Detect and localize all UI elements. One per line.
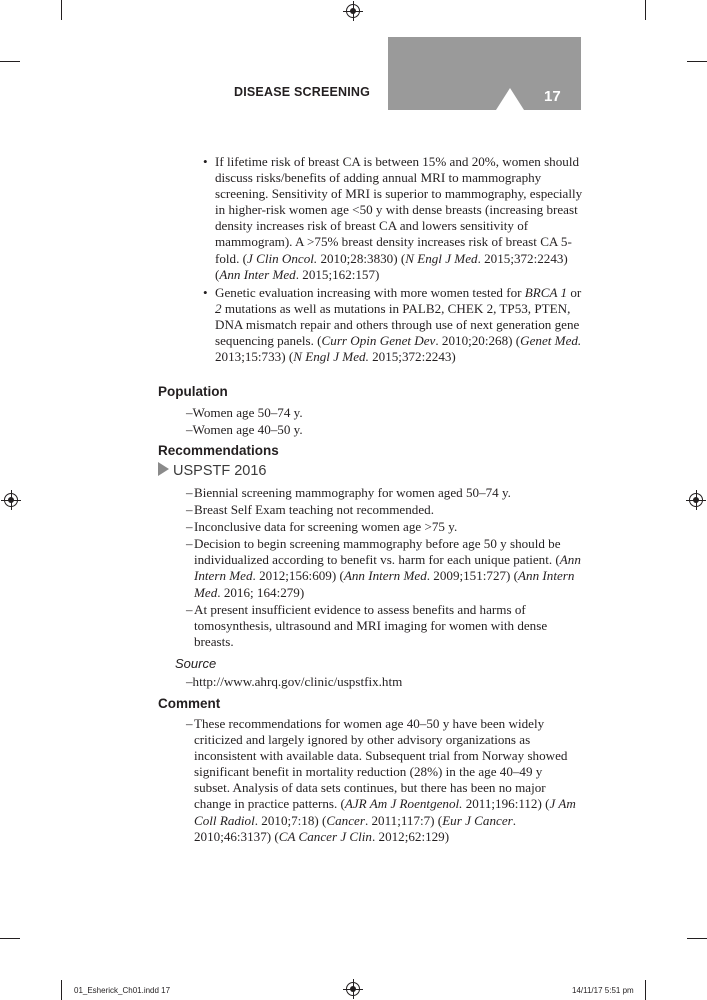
recommendation-item bbox=[186, 502, 581, 518]
registration-mark-icon bbox=[689, 493, 703, 507]
dash-marker: – bbox=[186, 502, 193, 518]
bullet-text: mutations as well as mutations in PALB2, CHEK 2, TP53, PTEN, DNA mismatch repair and others through use of next generation gene sequencing panels. ( bbox=[215, 300, 580, 349]
registration-mark-icon bbox=[346, 982, 360, 996]
citation-text: 2013;15:733) ( bbox=[215, 349, 294, 365]
source-label: Source bbox=[175, 656, 217, 671]
bullet-text: Genetic evaluation increasing with more women tested for bbox=[215, 284, 525, 300]
registration-mark-icon bbox=[4, 493, 18, 507]
citation-journal: Ann Intern Med bbox=[343, 568, 427, 584]
citation-journal: Ann Intern Med bbox=[194, 552, 581, 584]
comment-body bbox=[186, 716, 581, 846]
citation-text: . 2016; 164:279) bbox=[217, 584, 305, 600]
recommendation-item bbox=[186, 485, 581, 501]
organization-name: USPSTF 2016 bbox=[173, 463, 267, 479]
citation-text: . 2010;46:3137) ( bbox=[194, 812, 517, 844]
comment-text: These recommendations for women age 40–50 y have been widely criticized and largely ignored by other advisory organizations as inconsistent with available data. Subsequent trial from Norway showed significant benefit in mortality reduction (28%) in the age 40–49 y subset. Analysis of data sets continues, but there has been no major change in practice patterns. ( bbox=[194, 716, 568, 812]
comment-heading: Comment bbox=[158, 696, 221, 711]
crop-mark bbox=[687, 938, 707, 939]
recommendations-heading: Recommendations bbox=[158, 443, 279, 458]
recommendation-item bbox=[186, 536, 581, 600]
citation-journal: J Am Coll Radiol bbox=[194, 796, 576, 828]
crop-mark bbox=[61, 980, 62, 1000]
bullet-icon: • bbox=[203, 154, 208, 169]
citation-journal: Ann Intern Med bbox=[194, 568, 575, 600]
population-heading: Population bbox=[158, 384, 228, 399]
citation-text: . 2012;156:609) ( bbox=[252, 568, 344, 584]
citation-journal: AJR Am J Roentgenol. bbox=[344, 796, 463, 812]
dash-marker: – bbox=[186, 716, 193, 731]
crop-mark bbox=[645, 980, 646, 1000]
recommendation-item bbox=[186, 519, 581, 535]
footer-file-slug: 01_Esherick_Ch01.indd 17 bbox=[74, 986, 171, 995]
citation-text: 2010;28:3830) ( bbox=[317, 250, 406, 266]
citation-text: 2015;372:2243) bbox=[368, 349, 456, 365]
citation-text: . 2012;62:129) bbox=[371, 828, 450, 844]
crop-mark bbox=[687, 61, 707, 62]
bullet-text: If lifetime risk of breast CA is between 15% and 20%, women should discuss risks/benefits of adding annual MRI to mammography screening. Sensitivity of MRI is superior to mammography, especially in higher-risk women age <50 y with dense breasts (increasing breast density increases risk of breast CA and lowers sensitivity of mammogram). A >75% breast density increases risk of breast CA 5-fold. ( bbox=[215, 154, 583, 266]
citation-text: . 2010;7:18) ( bbox=[254, 812, 327, 828]
recommendation-list bbox=[186, 485, 581, 651]
crop-mark bbox=[645, 0, 646, 20]
recommendation-item bbox=[186, 602, 581, 650]
bullet-item bbox=[203, 285, 588, 365]
page-number: 17 bbox=[544, 88, 561, 105]
citation-journal: J Clin Oncol. bbox=[247, 250, 318, 266]
bullet-item bbox=[203, 154, 588, 283]
organization-label bbox=[158, 462, 267, 479]
citation-journal: Curr Opin Genet Dev bbox=[321, 333, 436, 349]
recommendation-text: Decision to begin screening mammography before age 50 y should be individualized according to benefit vs. harm for each unique patient. ( bbox=[194, 536, 561, 568]
recommendation-text: Biennial screening mammography for women aged 50–74 y. bbox=[194, 485, 511, 500]
running-head: DISEASE SCREENING bbox=[234, 85, 371, 99]
citation-text: . 2010;20:268) ( bbox=[435, 333, 521, 349]
citation-journal: CA Cancer J Clin bbox=[278, 828, 372, 844]
crop-mark bbox=[61, 0, 62, 20]
citation-text: . 2009;151:727) ( bbox=[426, 568, 519, 584]
gene-name: 2 bbox=[215, 300, 222, 316]
footer-date-slug: 14/11/17 5:51 pm bbox=[572, 986, 634, 995]
dash-marker: – bbox=[186, 485, 193, 500]
citation-journal: Cancer bbox=[326, 812, 365, 828]
dash-marker: – bbox=[186, 536, 193, 552]
citation-text: 2011;196:112) ( bbox=[462, 796, 550, 812]
recommendation-text: Breast Self Exam teaching not recommended. bbox=[194, 502, 434, 518]
bullet-list bbox=[203, 154, 588, 367]
comment-paragraph bbox=[186, 716, 581, 845]
gene-name: BRCA 1 bbox=[524, 284, 568, 300]
triangle-marker-icon bbox=[158, 462, 169, 476]
population-item: –Women age 50–74 y. bbox=[186, 405, 303, 420]
citation-text: . 2015;162:157) bbox=[295, 266, 380, 282]
dash-marker: – bbox=[186, 601, 193, 617]
dash-marker: – bbox=[186, 519, 193, 535]
source-link[interactable]: –http://www.ahrq.gov/clinic/uspstfix.htm bbox=[186, 674, 403, 689]
citation-journal: N Engl J Med bbox=[405, 250, 478, 266]
bullet-text: or bbox=[567, 284, 582, 300]
citation-journal: Ann Inter Med bbox=[219, 266, 296, 282]
crop-mark bbox=[0, 61, 20, 62]
population-item: –Women age 40–50 y. bbox=[186, 422, 303, 437]
citation-text: . 2015;372:2243) ( bbox=[215, 250, 568, 282]
recommendation-text: Inconclusive data for screening women age >75 y. bbox=[194, 519, 458, 535]
crop-mark bbox=[0, 938, 20, 939]
registration-mark-icon bbox=[346, 4, 360, 18]
citation-journal: Genet Med. bbox=[520, 333, 582, 349]
chapter-tab-notch bbox=[496, 88, 524, 110]
citation-journal: Eur J Cancer bbox=[442, 812, 513, 828]
citation-journal: N Engl J Med. bbox=[293, 349, 369, 365]
citation-text: . 2011;117:7) ( bbox=[364, 812, 443, 828]
bullet-icon: • bbox=[203, 284, 208, 300]
recommendation-text: At present insufficient evidence to assess benefits and harms of tomosynthesis, ultrasound and MRI imaging for women with dense breasts. bbox=[194, 601, 548, 649]
